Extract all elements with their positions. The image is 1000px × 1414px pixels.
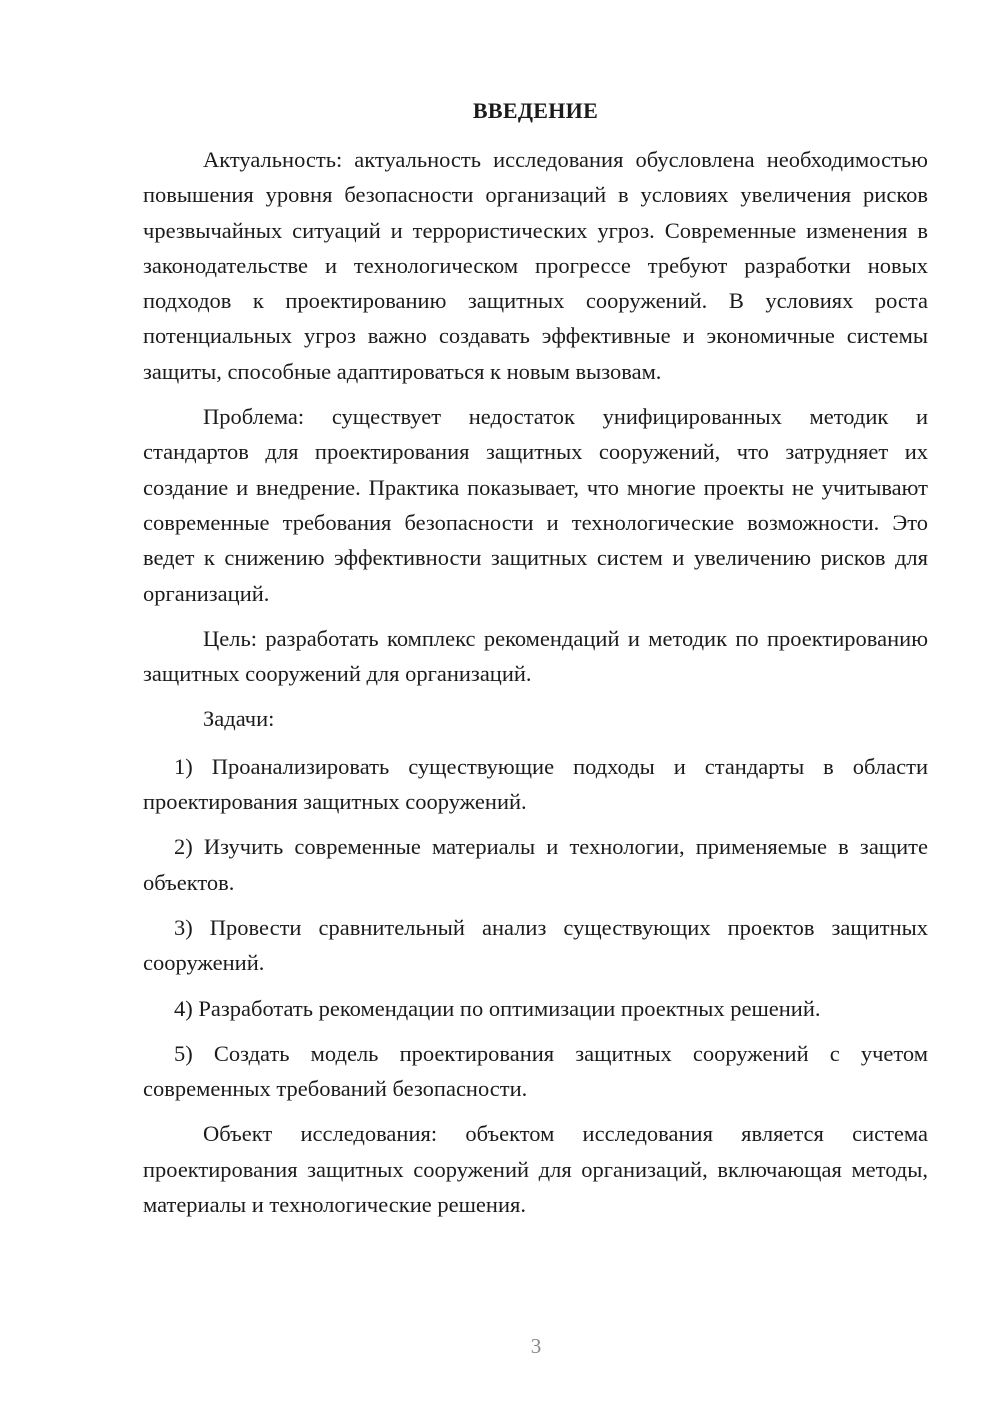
- page-number: 3: [530, 1334, 542, 1358]
- paragraph-problem: Проблема: существует недостаток унифицированных методик и стандартов для проектирования защитных сооружений, что затрудняет их создание и внедрение. Практика показывает, что многие проекты не учитывают современные требования безопасности и технологические возможности. Это ведет к снижению эффективности защитных систем и увеличению рисков для организаций.: [143, 404, 928, 606]
- document-body: [143, 142, 928, 1232]
- paragraph-object: Объект исследования: объектом исследования является система проектирования защитных сооружений для организаций, включающая методы, материалы и технологические решения.: [143, 1121, 928, 1218]
- paragraph-relevance: Актуальность: актуальность исследования обусловлена необходимостью повышения уровня безопасности организаций в условиях увеличения рисков чрезвычайных ситуаций и террористических угроз. Современные изменения в законодательстве и технологическом прогрессе требуют разработки новых подходов к проектированию защитных сооружений. В условиях роста потенциальных угроз важно создавать эффективные и экономичные системы защиты, способные адаптироваться к новым вызовам.: [143, 147, 928, 384]
- task-item: 5) Создать модель проектирования защитных сооружений с учетом современных требований безопасности.: [143, 1040, 928, 1102]
- task-item: 4) Разработать рекомендации по оптимизации проектных решений.: [174, 995, 821, 1021]
- task-item: 3) Провести сравнительный анализ существующих проектов защитных сооружений.: [143, 914, 928, 976]
- tasks-heading: Задачи:: [203, 706, 275, 732]
- task-item: 2) Изучить современные материалы и технологии, применяемые в защите объектов.: [143, 834, 928, 895]
- task-item: 1) Проанализировать существующие подходы и стандарты в области проектирования защитных сооружений.: [143, 753, 928, 815]
- page-title: ВВЕДЕНИЕ: [472, 98, 599, 123]
- paragraph-goal: Цель: разработать комплекс рекомендаций и методик по проектированию защитных сооружений для организаций.: [143, 625, 928, 687]
